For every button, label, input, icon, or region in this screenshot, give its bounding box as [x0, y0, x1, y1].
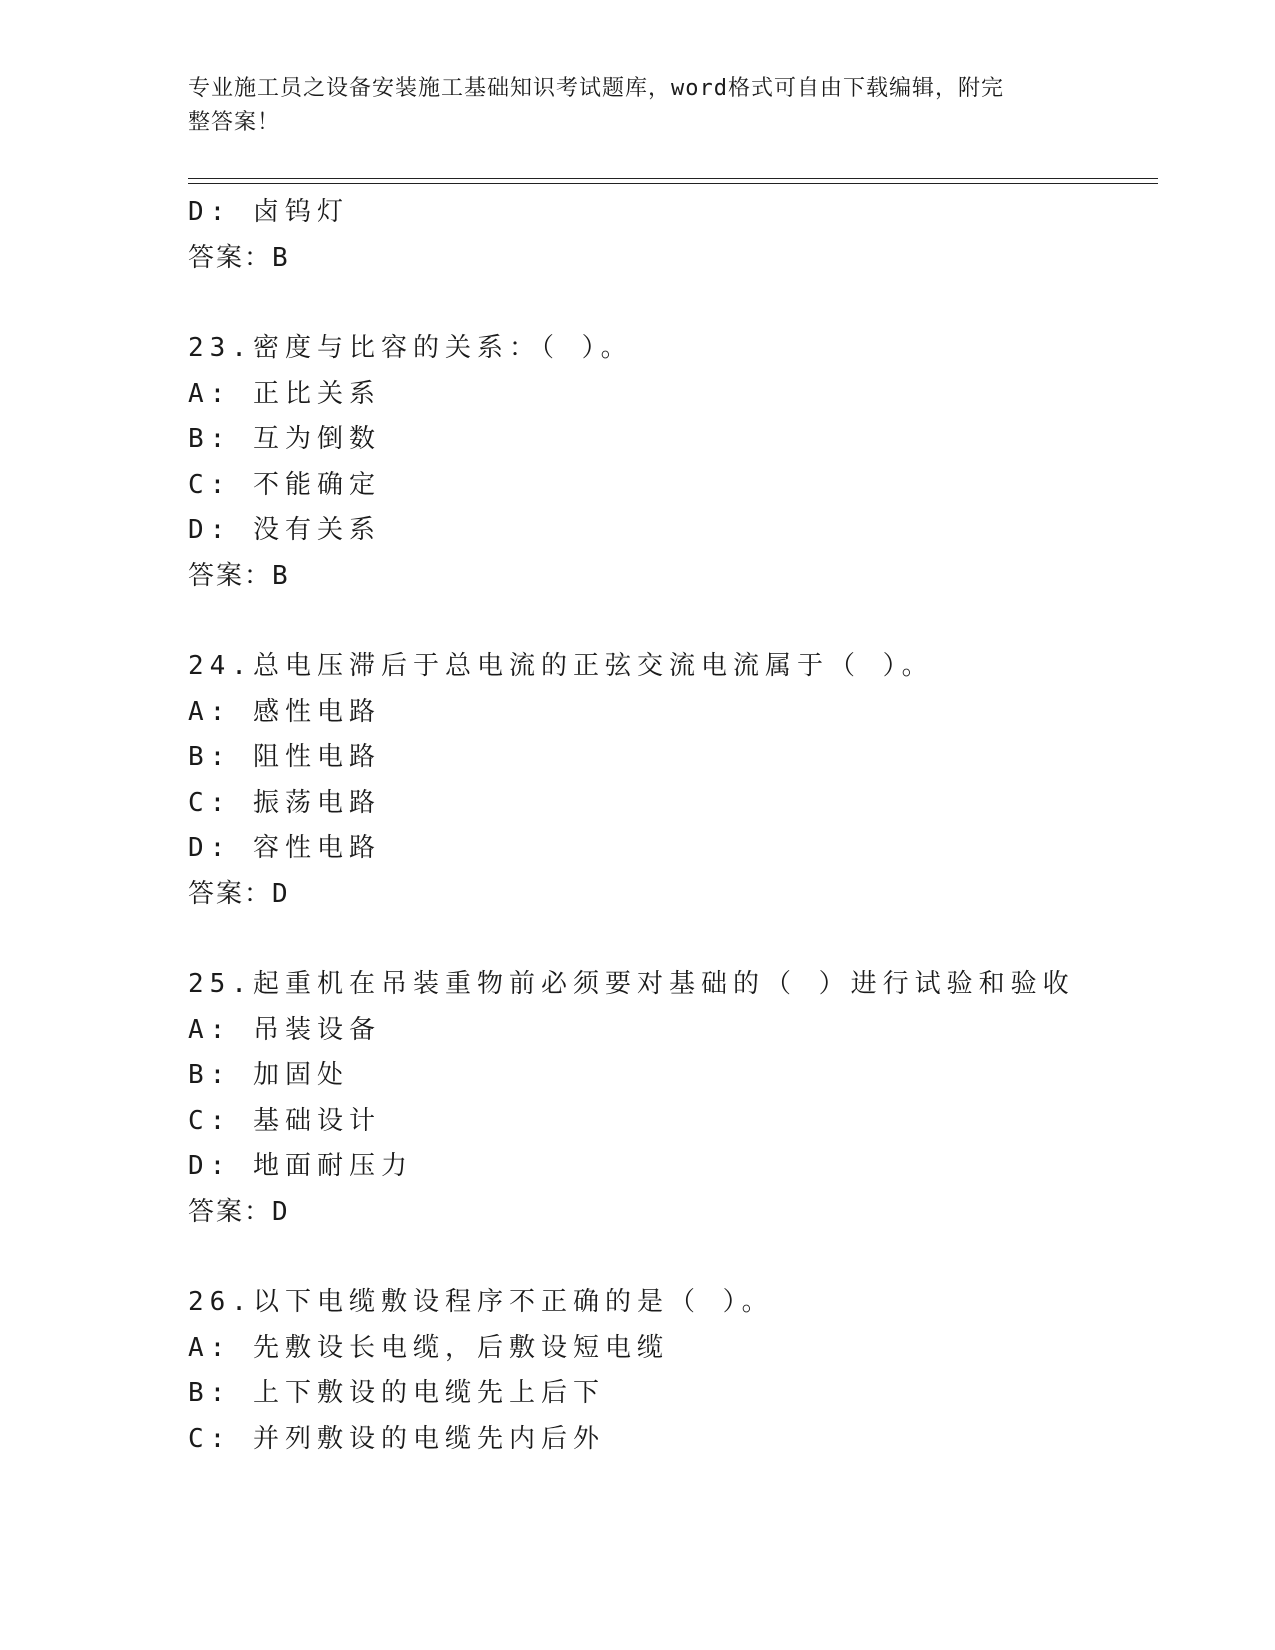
- option-b: B: 阻性电路: [188, 742, 381, 772]
- option-b: B: 互为倒数: [188, 424, 381, 454]
- option-c: C: 基础设计: [188, 1105, 381, 1136]
- answer-line: 答案：B: [188, 560, 290, 591]
- option-a: A: 先敷设长电缆，后敷设短电缆: [188, 1332, 669, 1363]
- option-c: C: 不能确定: [188, 469, 381, 500]
- question-stem: 25.起重机在吊装重物前必须要对基础的（ ）进行试验和验收: [188, 969, 1075, 999]
- spacer: [188, 1235, 1158, 1280]
- option-b: B: 上下敷设的电缆先上后下: [188, 1378, 605, 1408]
- header-line-1: 专业施工员之设备安装施工基础知识考试题库，word格式可自由下载编辑，附完: [188, 76, 1004, 101]
- question-stem: 24.总电压滞后于总电流的正弦交流电流属于（ ）。: [188, 651, 934, 681]
- answer-line: 答案：D: [188, 1196, 290, 1227]
- option-a: A: 感性电路: [188, 696, 381, 727]
- option-d: D: 没有关系: [188, 515, 381, 545]
- spacer: [188, 281, 1158, 326]
- document-header: [188, 72, 1068, 140]
- question-stem: 23.密度与比容的关系：（ ）。: [188, 333, 633, 363]
- spacer: [188, 599, 1158, 644]
- option-b: B: 加固处: [188, 1060, 349, 1090]
- option-d: D: 卤钨灯: [188, 197, 349, 227]
- option-d: D: 容性电路: [188, 833, 381, 863]
- header-divider-bottom: [188, 183, 1158, 184]
- option-a: A: 正比关系: [188, 378, 381, 409]
- answer-line: 答案：D: [188, 878, 290, 909]
- header-line-2: 整答案！: [188, 110, 281, 135]
- answer-line: 答案：B: [188, 242, 290, 273]
- option-d: D: 地面耐压力: [188, 1151, 413, 1181]
- option-c: C: 并列敷设的电缆先内后外: [188, 1423, 605, 1454]
- option-a: A: 吊装设备: [188, 1014, 381, 1045]
- spacer: [188, 917, 1158, 962]
- header-divider-top: [188, 178, 1158, 179]
- option-c: C: 振荡电路: [188, 787, 381, 818]
- question-list: [188, 190, 1158, 1462]
- question-stem: 26.以下电缆敷设程序不正确的是（ ）。: [188, 1287, 774, 1317]
